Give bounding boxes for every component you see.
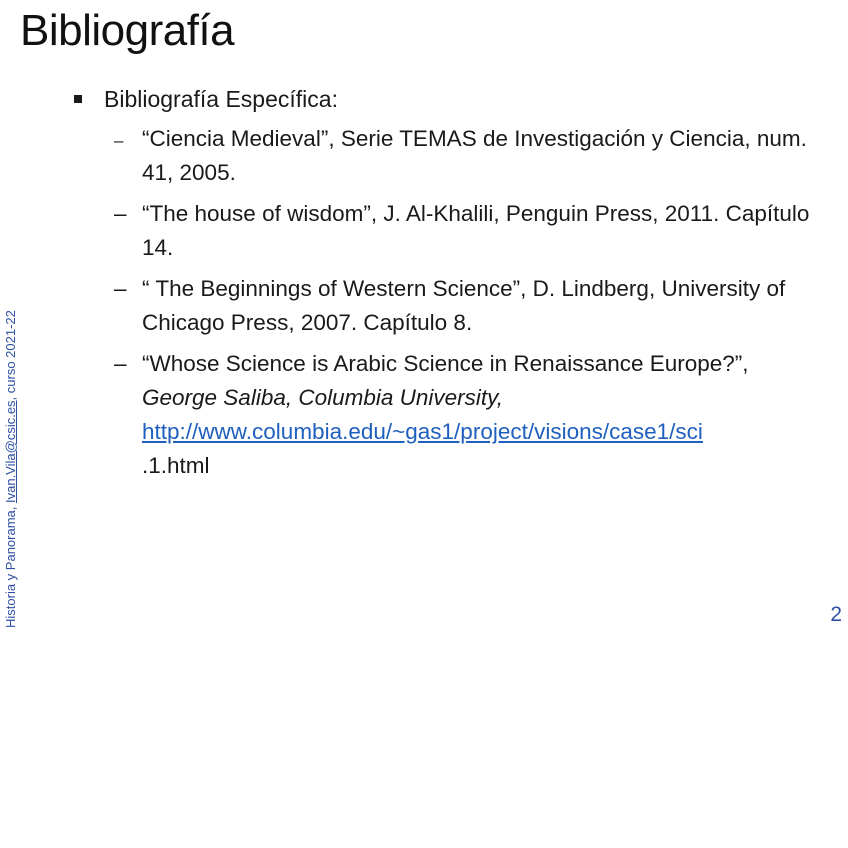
reference-item-4 <box>114 347 814 483</box>
reference-text: “Whose Science is Arabic Science in Renaissance Europe?”, <box>142 351 749 376</box>
reference-text: “Ciencia Medieval”, Serie TEMAS de Investigación y Ciencia, num. 41, 2005. <box>142 126 807 185</box>
dash-bullet-icon: – <box>114 276 127 301</box>
square-bullet-icon <box>74 95 82 103</box>
list-item-specific-bibliography <box>74 84 804 114</box>
reference-link[interactable]: http://www.columbia.edu/~gas1/project/visions/case1/sci <box>142 419 703 444</box>
reference-text: “ The Beginnings of Western Science”, D. Lindberg, University of Chicago Press, 2007. Capítulo 8. <box>142 276 786 335</box>
dash-bullet-icon: – <box>114 201 127 226</box>
reference-author: George Saliba, Columbia University, <box>142 385 503 410</box>
slide-title: Bibliografía <box>20 6 235 55</box>
footer-course-label: Historia y Panorama, <box>3 503 18 628</box>
footer-sidebar <box>3 310 18 628</box>
reference-item-1 <box>114 122 814 190</box>
reference-list <box>114 122 814 483</box>
bibliography-list <box>74 84 810 490</box>
section-label: Bibliografía Específica: <box>104 86 338 112</box>
dash-bullet-icon: – <box>114 351 127 376</box>
footer-email-link[interactable]: Ivan.Vila@csic.es <box>3 400 18 503</box>
reference-item-2 <box>114 197 814 265</box>
dash-bullet-icon: – <box>114 131 124 150</box>
reference-item-3 <box>114 272 814 340</box>
reference-link-suffix: .1.html <box>142 453 210 478</box>
footer-course-year: , curso 2021-22 <box>3 310 18 401</box>
page-number: 2 <box>830 603 842 626</box>
reference-text: “The house of wisdom”, J. Al-Khalili, Penguin Press, 2011. Capítulo 14. <box>142 201 810 260</box>
